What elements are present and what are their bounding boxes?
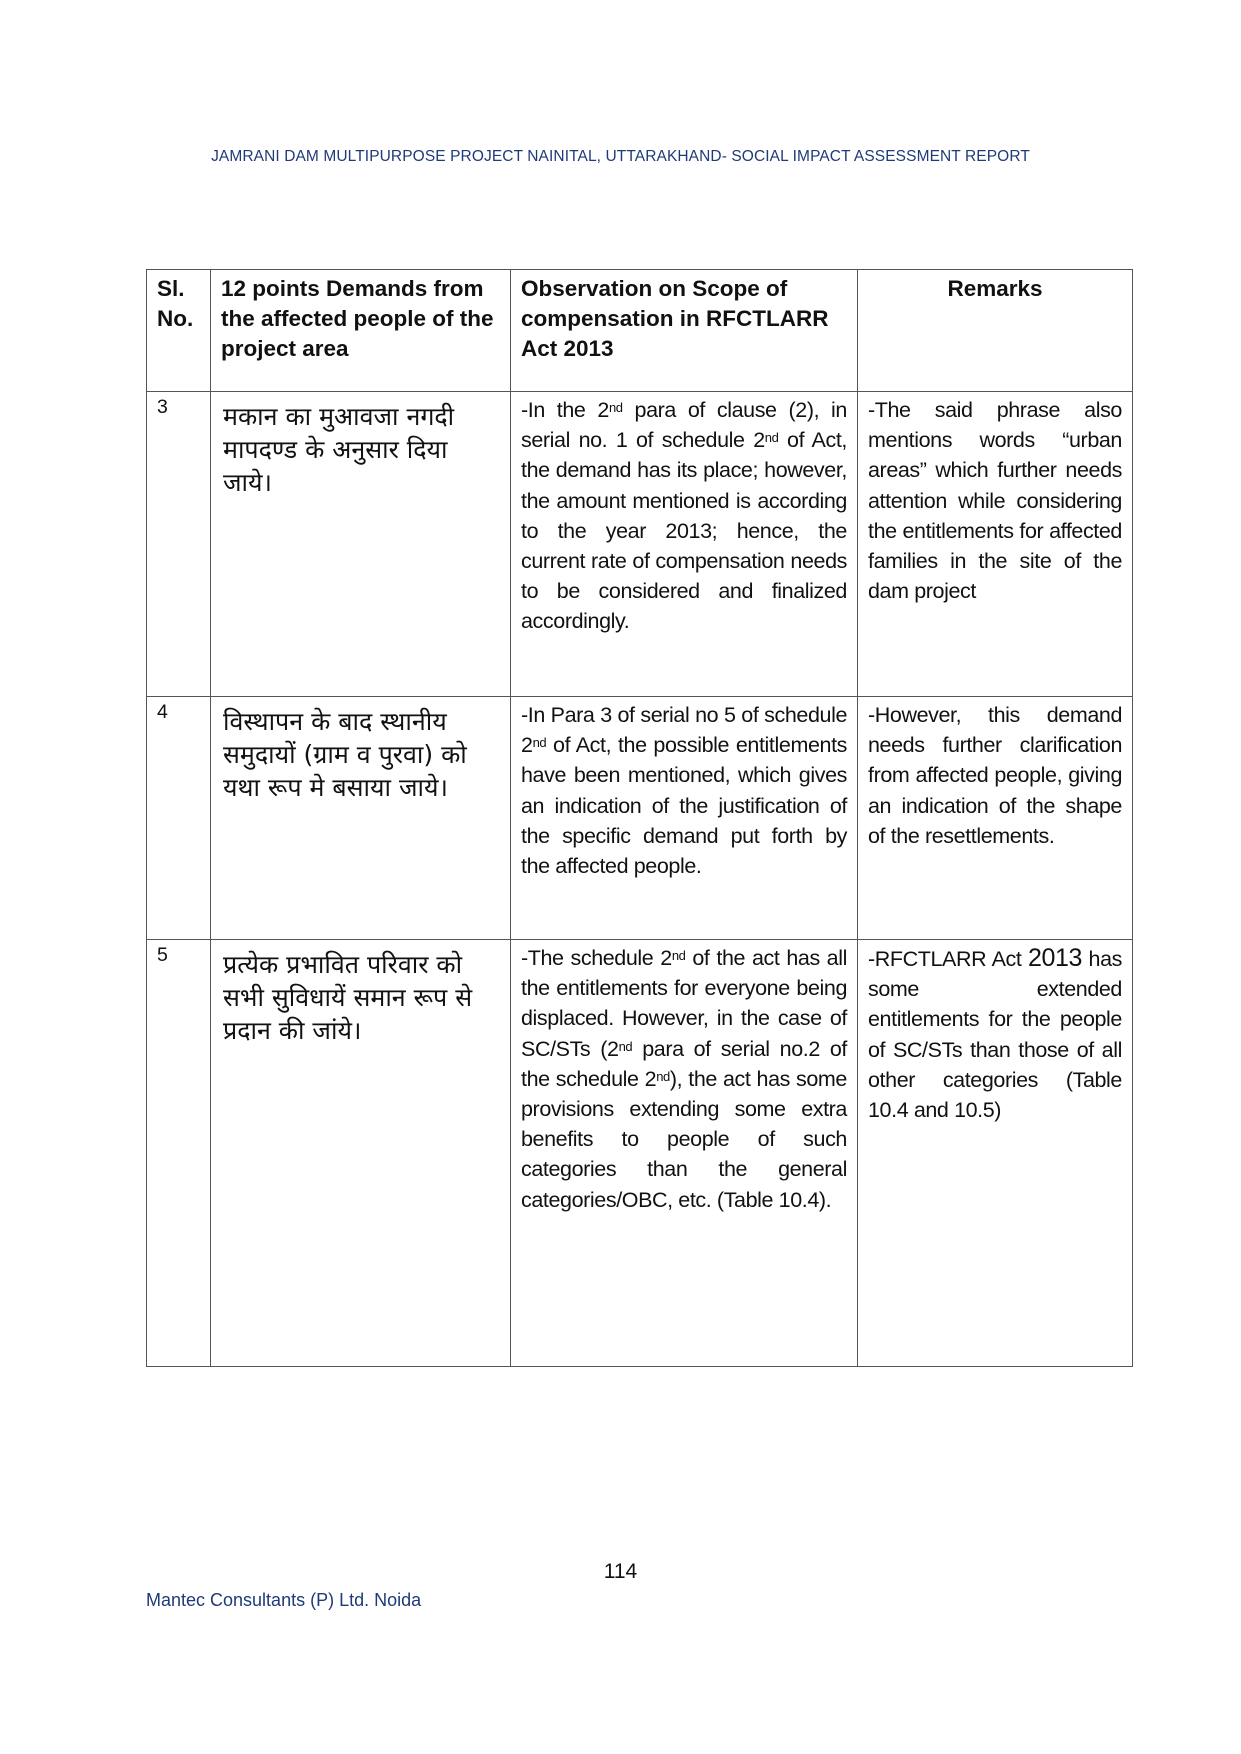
row-observation: -The schedule 2nd of the act has all the entitlements for everyone being displaced. However, in the case of SC/STs (2nd para of serial no.2 of the schedule 2nd), the act has some provisions extending some extra benefits to people of such categories than the general categories/OBC, etc. (Table 10.4). bbox=[511, 940, 858, 1367]
row-remarks: -However, this demand needs further clarification from affected people, giving an indication of the shape of the resettlements. bbox=[858, 697, 1133, 940]
table-row bbox=[147, 392, 1133, 697]
table-row bbox=[147, 697, 1133, 940]
row-remarks: -RFCTLARR Act 2013 has some extended entitlements for the people of SC/STs than those of all other categories (Table 10.4 and 10.5) bbox=[858, 940, 1133, 1367]
row-observation: -In the 2nd para of clause (2), in serial no. 1 of schedule 2nd of Act, the demand has its place; however, the amount mentioned is according to the year 2013; hence, the current rate of compensation needs to be considered and finalized accordingly. bbox=[511, 392, 858, 697]
page-number: 114 bbox=[603, 1560, 638, 1583]
row-observation: -In Para 3 of serial no 5 of schedule 2nd of Act, the possible entitlements have been mentioned, which gives an indication of the justification of the specific demand put forth by the affected people. bbox=[511, 697, 858, 940]
row-sl: 4 bbox=[147, 697, 211, 940]
row-sl: 3 bbox=[147, 392, 211, 697]
row-demand: मकान का मुआवजा नगदी मापदण्ड के अनुसार दिया जाये। bbox=[211, 392, 511, 697]
row-demand: विस्थापन के बाद स्थानीय समुदायों (ग्राम व पुरवा) को यथा रूप मे बसाया जाये। bbox=[211, 697, 511, 940]
table-header-row bbox=[147, 270, 1133, 392]
row-remarks: -The said phrase also mentions words “urban areas” which further needs attention while considering the entitlements for affected families in the site of the dam project bbox=[858, 392, 1133, 697]
demands-table bbox=[146, 269, 1133, 1367]
col-header-demands: 12 points Demands from the affected people of the project area bbox=[211, 270, 511, 392]
col-header-remarks: Remarks bbox=[858, 270, 1133, 392]
row-demand: प्रत्येक प्रभावित परिवार को सभी सुविधायें समान रूप से प्रदान की जांये। bbox=[211, 940, 511, 1367]
row-sl: 5 bbox=[147, 940, 211, 1367]
report-header: JAMRANI DAM MULTIPURPOSE PROJECT NAINITAL, UTTARAKHAND- SOCIAL IMPACT ASSESSMENT REPORT bbox=[211, 148, 1030, 165]
col-header-sl: Sl. No. bbox=[147, 270, 211, 392]
footer-company: Mantec Consultants (P) Ltd. Noida bbox=[146, 1590, 422, 1610]
table-row bbox=[147, 940, 1133, 1367]
col-header-observation: Observation on Scope of compensation in RFCTLARR Act 2013 bbox=[511, 270, 858, 392]
